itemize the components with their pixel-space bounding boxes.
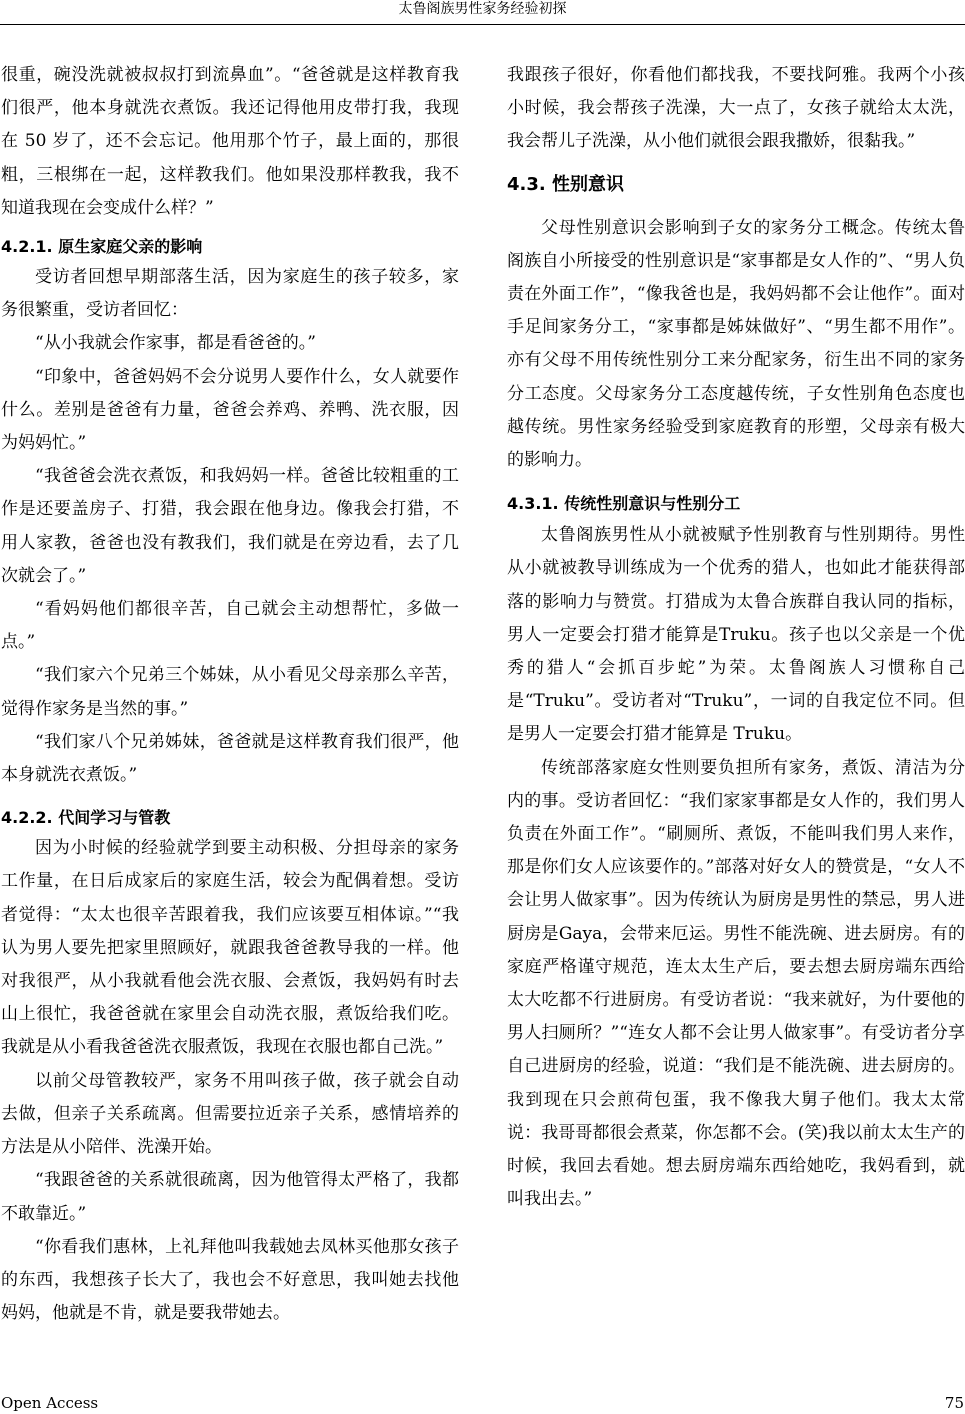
header-rule bbox=[0, 24, 965, 25]
quote-paragraph: “我们家八个兄弟姊妹，爸爸就是这样教育我们很严，他本身就洗衣煮饭。” bbox=[1, 731, 459, 786]
paragraph: 传统部落家庭女性则要负担所有家务，煮饭、清洁为分内的事。受访者回忆：“我们家家事都是女人作的，我们男人负责在外面工作”。“刷厕所、煮饭，不能叫我们男人来作，那是你们女人应该要作的。”部落对好女人的赞赏是，“女人不会让男人做家事”。因为传统认为厨房是男性的禁忌，男人进厨房是Gaya，会带来厄运。男性不能洗碗、进去厨房。有的家庭严格谨守规范，连太太生产后，要去想去厨房端东西给太大吃都不行进厨房。有受访者说：“我来就好，为什要他的男人扫厕所？”“连女人都不会让男人做家事”。有受访者分享自己进厨房的经验，说道：“我们是不能洗碗、进去厨房的。我到现在只会煎荷包蛋，我不像我大舅子他们。我太太常说：我哥哥都很会煮菜，你怎都不会。(笑)我以前太太生产的时候，我回去看她。想去厨房端东西给她吃，我妈看到，就叫我出去。” bbox=[507, 757, 965, 1210]
running-head: 太鲁阁族男性家务经验初探 bbox=[398, 1, 567, 17]
paragraph: 以前父母管教较严，家务不用叫孩子做，孩子就会自动去做，但亲子关系疏离。但需要拉近亲子关系，感情培养的方法是从小陪伴、洗澡开始。 bbox=[1, 1070, 459, 1158]
footer-journal: Open Access bbox=[1, 1394, 99, 1412]
quote-paragraph: “印象中，爸爸妈妈不会分说男人要作什么，女人就要作什么。差别是爸爸有力量，爸爸会养鸡、养鸭、洗衣服，因为妈妈忙。” bbox=[1, 366, 459, 454]
quote-paragraph: “看妈妈他们都很辛苦，自己就会主动想帮忙，多做一点。” bbox=[1, 599, 459, 653]
quote-paragraph: “我爸爸会洗衣煮饭，和我妈妈一样。爸爸比较粗重的工作是还要盖房子、打猎，我会跟在他身边。像我会打猎，不用人家教，爸爸也没有教我们，我们就是在旁边看，去了几次就会了。” bbox=[1, 466, 459, 586]
paragraph: 因为小时候的经验就学到要主动积极、分担母亲的家务工作量，在日后成家后的家庭生活，较会为配偶着想。受访者觉得：“太太也很辛苦跟着我，我们应该要互相体谅。”“我认为男人要先把家里照顾好，就跟我爸爸教导我的一样。他对我很严，从小我就看他会洗衣服、会煮饭，我妈妈有时去山上很忙，我爸爸就在家里会自动洗衣服，煮饭给我们吃。我就是从小看我爸爸洗衣服煮饭，我现在衣服也都自己洗。” bbox=[1, 838, 459, 1058]
quote-paragraph: “从小我就会作家事，都是看爸爸的。” bbox=[35, 333, 316, 354]
right-column bbox=[507, 59, 965, 1217]
left-column bbox=[1, 59, 459, 1330]
page-number: 75 bbox=[944, 1394, 964, 1412]
section-heading-4-2-1: 4.2.1. 原生家庭父亲的影响 bbox=[1, 237, 203, 257]
section-heading-4-3: 4.3. 性别意识 bbox=[507, 173, 624, 195]
paragraph-continued: 很重，碗没洗就被叔叔打到流鼻血”。“爸爸就是这样教育我们很严，他本身就洗衣煮饭。我还记得他用皮带打我，我现在 50 岁了，还不会忘记。他用那个竹子，最上面的，那很粗，三根绑在一起，这样教我们。他如果没那样教我，我不知道我现在会变成什么样？” bbox=[1, 65, 459, 218]
section-heading-4-3-1: 4.3.1. 传统性别意识与性别分工 bbox=[507, 494, 741, 514]
paragraph-continued: 我跟孩子很好，你看他们都找我，不要找阿雅。我两个小孩小时候，我会帮孩子洗澡，大一点了，女孩子就给太太洗，我会帮儿子洗澡，从小他们就很会跟我撒娇，很黏我。” bbox=[507, 65, 965, 152]
paragraph: 父母性别意识会影响到子女的家务分工概念。传统太鲁阁族自小所接受的性别意识是“家事都是女人作的”、“男人负责在外面工作”，“像我爸也是，我妈妈都不会让他作”。面对手足间家务分工，“家事都是姊妹做好”、“男生都不用作”。亦有父母不用传统性别分工来分配家务，衍生出不同的家务分工态度。父母家务分工态度越传统，子女性别角色态度也越传统。男性家务经验受到家庭教育的形塑，父母亲有极大的影响力。 bbox=[507, 217, 965, 471]
paragraph: 太鲁阁族男性从小就被赋予性别教育与性别期待。男性从小就被教导训练成为一个优秀的猎人，也如此才能获得部落的影响力与赞赏。打猎成为太鲁合族群自我认同的指标，男人一定要会打猎才能算是Truku。孩子也以父亲是一个优秀的猎人“会抓百步蛇”为荣。太鲁阁族人习惯称自己是“Truku”。受访者对“Truku”，一词的自我定位不同。但是男人一定要会打猎才能算是 Truku。 bbox=[507, 525, 965, 745]
quote-paragraph: “我们家六个兄弟三个姊妹，从小看见父母亲那么辛苦，觉得作家务是当然的事。” bbox=[1, 665, 459, 719]
section-heading-4-2-2: 4.2.2. 代间学习与管教 bbox=[1, 808, 171, 828]
paragraph: 受访者回想早期部落生活，因为家庭生的孩子较多，家务很繁重，受访者回忆： bbox=[1, 267, 459, 321]
quote-paragraph: “你看我们惠林，上礼拜他叫我载她去凤林买他那女孩子的东西，我想孩子长大了，我也会不好意思，我叫她去找他妈妈，他就是不肯，就是要我带她去。 bbox=[1, 1236, 459, 1324]
quote-paragraph: “我跟爸爸的关系就很疏离，因为他管得太严格了，我都不敢靠近。” bbox=[1, 1170, 459, 1224]
